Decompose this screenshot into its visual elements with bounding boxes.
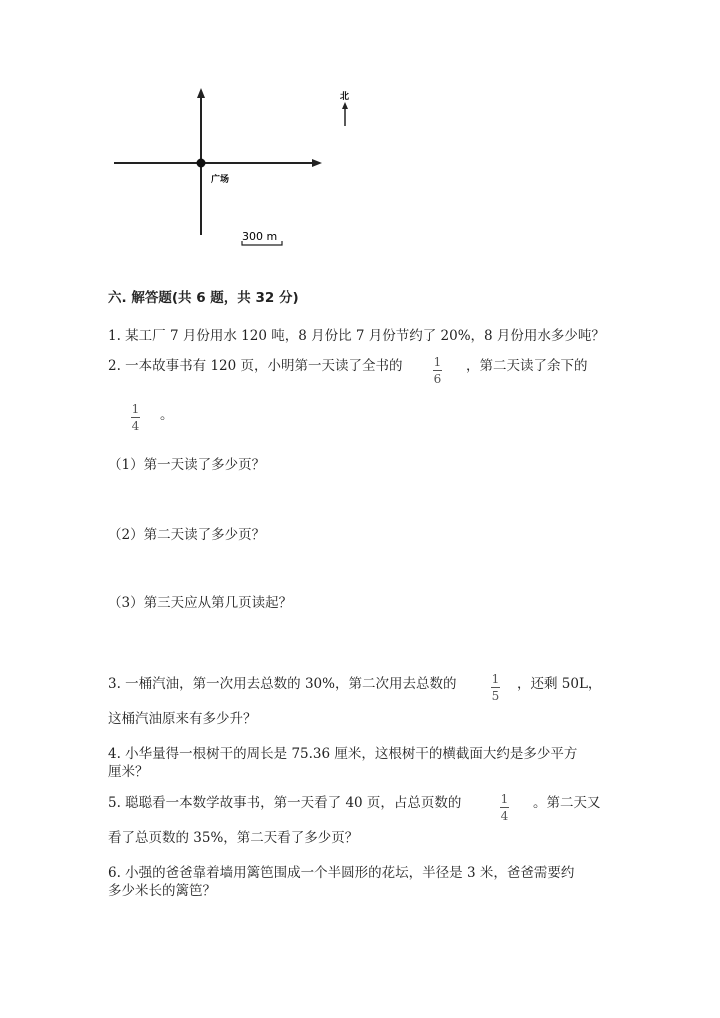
question-2-period: 。 xyxy=(160,407,174,423)
denominator: 4 xyxy=(500,809,509,823)
denominator: 5 xyxy=(491,689,500,703)
question-2-sub-3: （3）第三天应从第几页读起？ xyxy=(108,595,293,611)
denominator: 4 xyxy=(131,419,140,433)
scale-label: 300 m xyxy=(242,230,278,243)
section-title: 六. 解答题(共 6 题，共 32 分) xyxy=(108,290,299,306)
question-5-text-cont: 。第二天又 xyxy=(533,795,601,811)
question-6-line1: 6. 小强的爸爸靠着墙用篱笆围成一个半圆形的花坛，半径是 3 米，爸爸需要约 xyxy=(108,865,575,881)
fraction-1-4-q5 xyxy=(500,792,509,823)
north-label: 北 xyxy=(340,92,350,102)
numerator: 1 xyxy=(491,672,500,686)
fraction-1-6 xyxy=(433,355,442,386)
question-3-text-cont: ，还剩 50L， xyxy=(517,676,602,692)
question-2-sub-2: （2）第二天读了多少页？ xyxy=(108,527,266,543)
question-3-text: 3. 一桶汽油，第一次用去总数的 30%，第二次用去总数的 xyxy=(108,676,457,692)
fraction-1-4 xyxy=(131,402,140,433)
question-4-line1: 4. 小华量得一根树干的周长是 75.36 厘米，这根树干的横截面大约是多少平方 xyxy=(108,746,578,762)
question-1: 1. 某工厂 7 月份用水 120 吨，8 月份比 7 月份节约了 20%，8 月份用水多少吨？ xyxy=(108,328,605,344)
denominator: 6 xyxy=(433,372,442,386)
north-arrow-icon xyxy=(342,102,348,126)
east-west-road xyxy=(114,159,322,167)
fraction-1-5 xyxy=(491,672,500,703)
question-5-line2: 看了总页数的 35%，第二天看了多少页？ xyxy=(108,830,359,846)
square-point xyxy=(197,159,206,168)
question-2-sub-1: （1）第一天读了多少页？ xyxy=(108,457,266,473)
question-3-text-line2: 这桶汽油原来有多少升？ xyxy=(108,711,257,727)
question-2-text-cont: ，第二天读了余下的 xyxy=(466,358,588,374)
question-4-line2: 厘米？ xyxy=(108,764,149,780)
numerator: 1 xyxy=(131,402,140,416)
map-diagram xyxy=(100,80,380,250)
place-label: 广场 xyxy=(211,175,230,185)
question-5-text: 5. 聪聪看一本数学故事书，第一天看了 40 页，占总页数的 xyxy=(108,795,462,811)
numerator: 1 xyxy=(500,792,509,806)
question-6-line2: 多少米长的篱笆？ xyxy=(108,883,216,899)
numerator: 1 xyxy=(433,355,442,369)
question-2-text: 2. 一本故事书有 120 页，小明第一天读了全书的 xyxy=(108,358,403,374)
